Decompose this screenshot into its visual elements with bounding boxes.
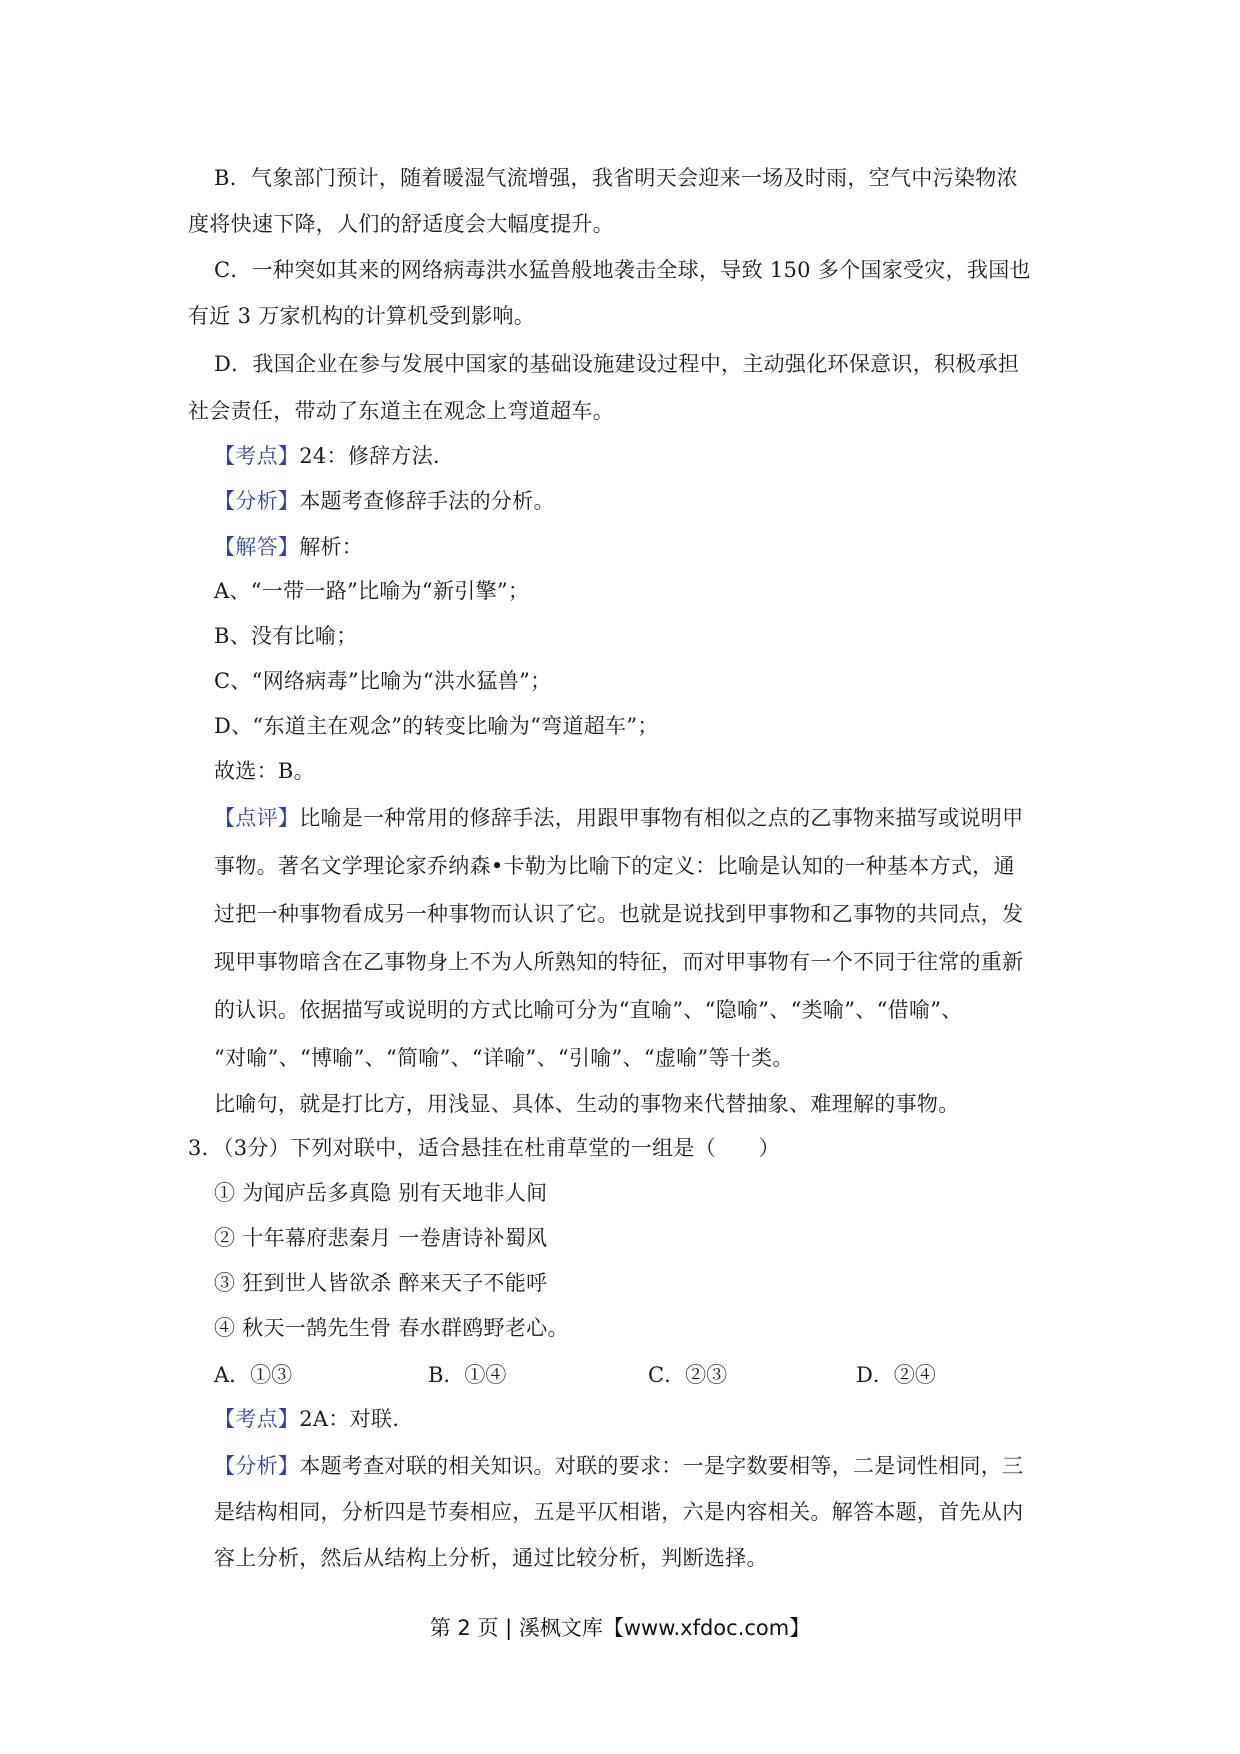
option-d-line-2: 社会责任，带动了东道主在观念上弯道超车。 (188, 399, 614, 423)
q2-fenxi (214, 486, 555, 516)
q3-option-d: D．②④ (856, 1363, 936, 1387)
couplet-4: ④ 秋天一鹄先生骨 春水群鸥野老心。 (214, 1316, 569, 1340)
dianping-line-6: “对喻”、“博喻”、“简喻”、“详喻”、“引喻”、“虚喻”等十类。 (214, 1046, 794, 1070)
q3-fenxi-text: 本题考查对联的相关知识。对联的要求：一是字数要相等，二是词性相同，三 (299, 1454, 1024, 1478)
fenxi-text: 本题考查修辞手法的分析。 (299, 489, 555, 513)
answer-line: 故选：B。 (214, 759, 315, 783)
q3-kaodian (214, 1404, 399, 1434)
dianping-line-5: 的认识。依据描写或说明的方式比喻可分为“直喻”、“隐喻”、“类喻”、“借喻”、 (214, 998, 963, 1022)
q3-option-c: C．②③ (648, 1363, 728, 1387)
option-b-line-2: 度将快速下降，人们的舒适度会大幅度提升。 (188, 212, 614, 236)
couplet-1: ① 为闻庐岳多真隐 别有天地非人间 (214, 1181, 548, 1205)
dianping-line-7: 比喻句，就是打比方，用浅显、具体、生动的事物来代替抽象、难理解的事物。 (214, 1092, 960, 1116)
q3-fenxi-line-3: 容上分析，然后从结构上分析，通过比较分析，判断选择。 (214, 1546, 768, 1570)
couplet-2: ② 十年幕府悲秦月 一卷唐诗补蜀风 (214, 1226, 548, 1250)
q3-option-a: A．①③ (214, 1363, 293, 1387)
jieda-text: 解析： (299, 535, 364, 559)
q3-kaodian-text: 2A：对联. (299, 1407, 400, 1431)
q3-kaodian-tag: 【考点】 (214, 1407, 300, 1431)
option-d-line-1: D．我国企业在参与发展中国家的基础设施建设过程中，主动强化环保意识，积极承担 (214, 352, 1020, 376)
q3-fenxi-line-2: 是结构相同，分析四是节奏相应，五是平仄相谐，六是内容相关。解答本题，首先从内 (214, 1500, 1024, 1524)
q3-fenxi (214, 1451, 1023, 1481)
option-c-line-1: C．一种突如其来的网络病毒洪水猛兽般地袭击全球，导致 150 多个国家受灾，我国也 (214, 258, 1031, 282)
q3-stem: 3．（3分）下列对联中，适合悬挂在杜甫草堂的一组是（ ） (188, 1136, 780, 1160)
dianping-line-3: 过把一种事物看成另一种事物而认识了它。也就是说找到甲事物和乙事物的共同点，发 (214, 902, 1024, 926)
q3-fenxi-tag: 【分析】 (214, 1454, 300, 1478)
dianping-line-4: 现甲事物暗含在乙事物身上不为人所熟知的特征，而对甲事物有一个不同于往常的重新 (214, 950, 1024, 974)
analysis-line-a: A、“一带一路”比喻为“新引擎”； (214, 579, 530, 603)
kaodian-text: 24：修辞方法. (299, 444, 440, 468)
kaodian-tag: 【考点】 (214, 444, 300, 468)
option-b-line-1: B．气象部门预计，随着暖湿气流增强，我省明天会迎来一场及时雨，空气中污染物浓 (214, 166, 1018, 190)
dianping-text: 比喻是一种常用的修辞手法，用跟甲事物有相似之点的乙事物来描写或说明甲 (299, 806, 1024, 830)
jieda-tag: 【解答】 (214, 535, 300, 559)
analysis-line-b: B、没有比喻； (214, 624, 358, 648)
q2-kaodian (214, 441, 440, 471)
analysis-line-c: C、“网络病毒”比喻为“洪水猛兽”； (214, 669, 552, 693)
dianping-tag: 【点评】 (214, 806, 300, 830)
option-c-line-2: 有近 3 万家机构的计算机受到影响。 (188, 304, 536, 328)
dianping-line-2: 事物。著名文学理论家乔纳森•卡勒为比喻下的定义：比喻是认知的一种基本方式，通 (214, 854, 1015, 878)
q2-jieda (214, 532, 363, 562)
q2-dianping (214, 803, 1023, 833)
analysis-line-d: D、“东道主在观念”的转变比喻为“弯道超车”； (214, 714, 659, 738)
fenxi-tag: 【分析】 (214, 489, 300, 513)
couplet-3: ③ 狂到世人皆欲杀 醉来天子不能呼 (214, 1271, 548, 1295)
q3-option-b: B．①④ (428, 1363, 507, 1387)
page-footer: 第 2 页 | 溪枫文库【www.xfdoc.com】 (429, 1616, 811, 1640)
